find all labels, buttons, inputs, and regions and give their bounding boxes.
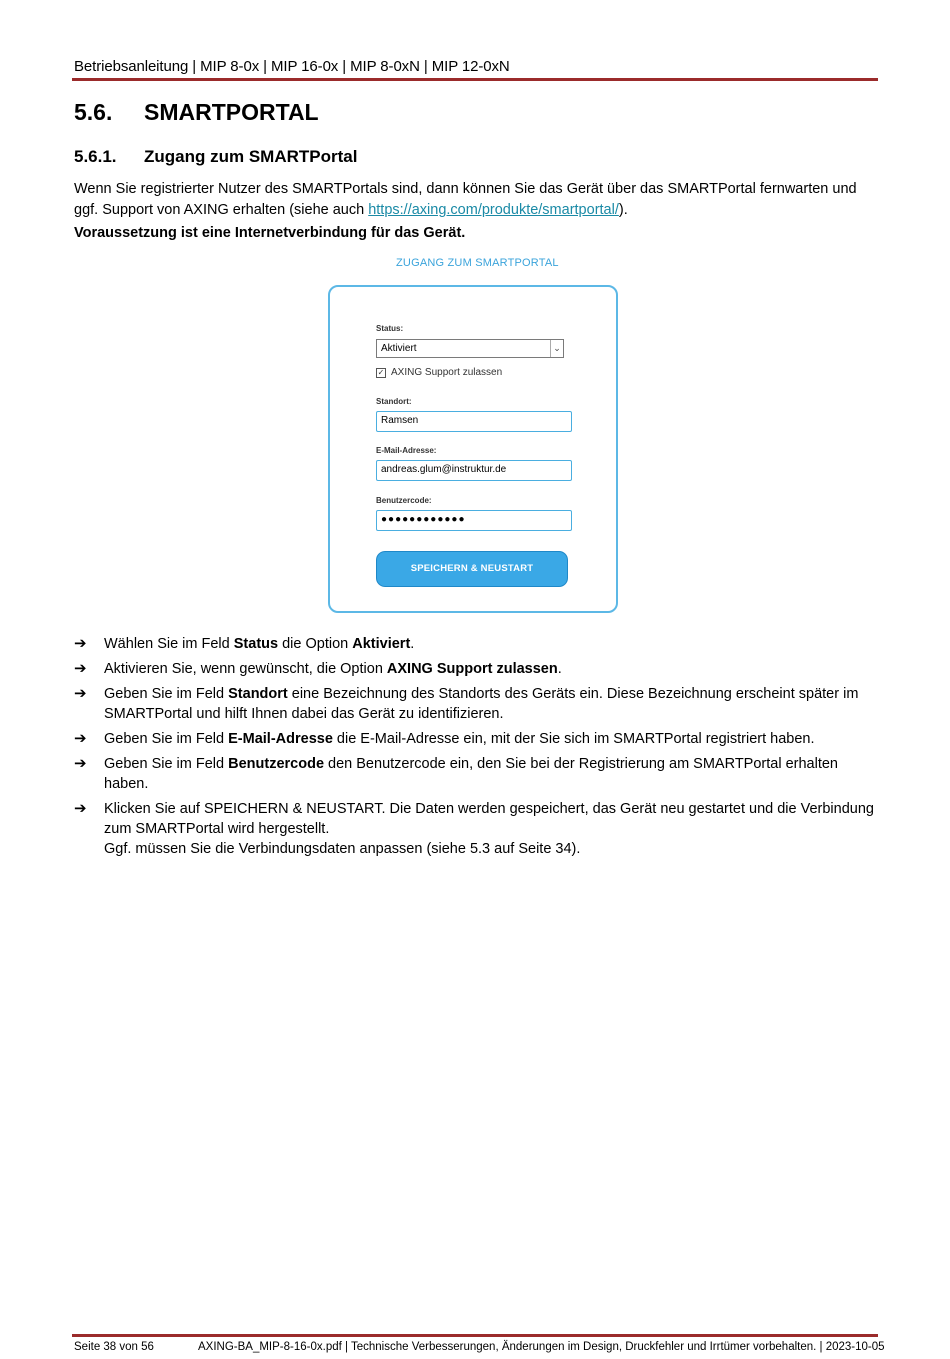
page-header: Betriebsanleitung | MIP 8-0x | MIP 16-0x | MIP 8-0xN | MIP 12-0xN: [74, 58, 510, 75]
location-label: Standort:: [376, 397, 412, 406]
checkbox-checked-icon[interactable]: ✓: [377, 368, 385, 377]
footer-rule: [72, 1334, 878, 1337]
usercode-label: Benutzercode:: [376, 496, 432, 505]
list-item: ➔ Geben Sie im Feld Standort eine Bezeichnung des Standorts des Geräts ein. Diese Bezeichnung erscheint später im SMARTPortal und hilft Ihnen dabei das Gerät zu identifizieren.: [74, 685, 859, 722]
subsection-title: Zugang zum SMARTPortal: [144, 147, 358, 166]
status-select[interactable]: [376, 339, 564, 358]
status-label: Status:: [376, 324, 404, 333]
arrow-right-icon: ➔: [74, 635, 87, 652]
steps-list: [74, 634, 880, 864]
section-title: SMARTPORTAL: [144, 99, 319, 125]
list-item: ➔ Klicken Sie auf SPEICHERN & NEUSTART. Die Daten werden gespeichert, das Gerät neu gestartet und die Verbindung zum SMARTPortal wird hergestellt. Ggf. müssen Sie die Verbindungsdaten anpassen (siehe 5.3 auf Seite 34).: [74, 800, 874, 857]
subsection-number: 5.6.1.: [74, 147, 117, 166]
location-input[interactable]: Ramsen: [376, 411, 572, 432]
page-number: Seite 38 von 56: [74, 1341, 154, 1353]
subsection-heading: [74, 147, 357, 167]
list-item: ➔ Wählen Sie im Feld Status die Option Aktiviert.: [74, 635, 415, 652]
arrow-right-icon: ➔: [74, 730, 87, 747]
save-restart-button[interactable]: SPEICHERN & NEUSTART: [376, 551, 568, 587]
intro-paragraph: [74, 179, 874, 221]
list-item: ➔ Geben Sie im Feld Benutzercode den Benutzercode ein, den Sie bei der Registrierung am SMARTPortal erhalten haben.: [74, 755, 838, 792]
status-value: Aktiviert: [381, 343, 417, 354]
support-label: AXING Support zulassen: [391, 367, 503, 378]
intro-text-before: Wenn Sie registrierter Nutzer des SMARTPortals sind, dann können Sie das Gerät über das SMARTPortal fernwarten und ggf. Support von AXING erhalten (siehe auch: [74, 181, 857, 218]
smartportal-link[interactable]: https://axing.com/produkte/smartportal/: [368, 202, 619, 218]
header-rule: [72, 78, 878, 81]
footer-note: AXING-BA_MIP-8-16-0x.pdf | Technische Verbesserungen, Änderungen im Design, Druckfehler und Irrtümer vorbehalten. | 2023-10-05: [198, 1341, 885, 1353]
prerequisite-note: Voraussetzung ist eine Internetverbindung für das Gerät.: [74, 225, 466, 241]
arrow-right-icon: ➔: [74, 800, 87, 817]
list-item: ➔ Geben Sie im Feld E-Mail-Adresse die E-Mail-Adresse ein, mit der Sie sich im SMARTPortal registriert haben.: [74, 730, 815, 747]
section-heading: [74, 99, 319, 126]
email-input[interactable]: andreas.glum@instruktur.de: [376, 460, 572, 481]
arrow-right-icon: ➔: [74, 685, 87, 702]
list-item: ➔ Aktivieren Sie, wenn gewünscht, die Option AXING Support zulassen.: [74, 660, 562, 677]
usercode-input[interactable]: ●●●●●●●●●●●●: [376, 510, 572, 531]
email-label: E-Mail-Adresse:: [376, 446, 437, 455]
chevron-down-icon: ⌄: [550, 340, 563, 357]
intro-text-after: ).: [618, 202, 628, 218]
support-checkbox-row[interactable]: [376, 367, 502, 378]
portal-title: ZUGANG ZUM SMARTPORTAL: [396, 257, 559, 269]
section-number: 5.6.: [74, 99, 113, 125]
arrow-right-icon: ➔: [74, 755, 87, 772]
arrow-right-icon: ➔: [74, 660, 87, 677]
